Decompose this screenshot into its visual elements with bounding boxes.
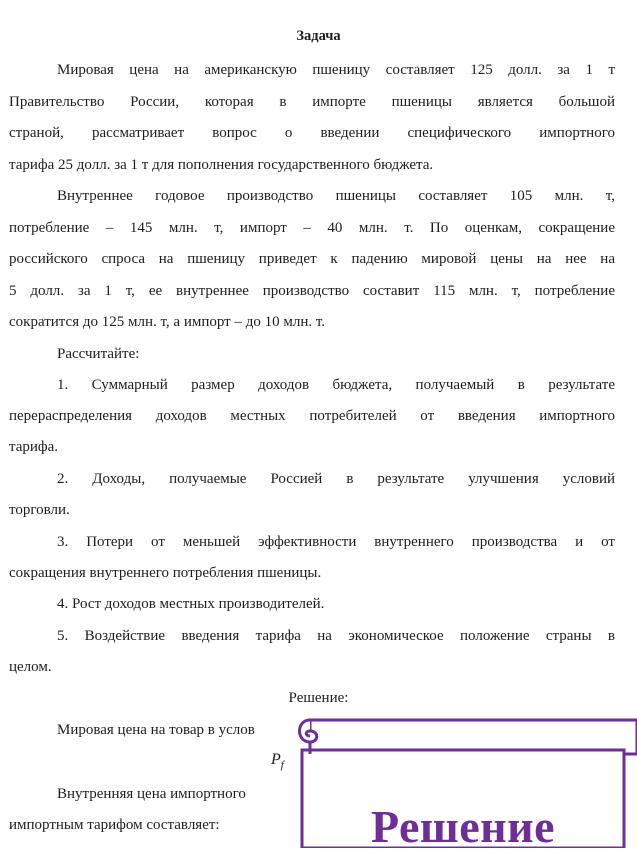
paragraph-line: Правительство России, которая в импорте пшеницы является большой — [9, 94, 615, 110]
formula-symbol: P — [271, 751, 281, 768]
list-item-line: целом. — [9, 659, 52, 675]
paragraph-line: Внутреннее годовое производство пшеницы составляет 105 млн. т, — [57, 188, 615, 204]
paragraph-line: тарифа 25 долл. за 1 т для пополнения государственного бюджета. — [9, 157, 434, 173]
paragraph-line: импортным тарифом составляет: — [9, 817, 220, 833]
solution-scroll-banner[interactable] — [288, 714, 637, 852]
solution-heading: Решение: — [288, 690, 349, 706]
paragraph-line: сократится до 125 млн. т, а импорт – до 10 млн. т. — [9, 314, 326, 330]
list-item-line: тарифа. — [9, 439, 59, 455]
formula-subscript: f — [280, 759, 284, 772]
scroll-label: Решение — [370, 801, 556, 852]
list-item-line: 2. Доходы, получаемые Россией в результате улучшения условий — [57, 471, 615, 487]
paragraph-line: Мировая цена на товар в услов — [57, 722, 255, 738]
paragraph-line: Внутренняя цена импортного — [57, 786, 246, 802]
document-title: Задача — [296, 28, 341, 44]
list-item-line: перераспределения доходов местных потребителей от введения импортного — [9, 408, 615, 424]
paragraph-line: российского спроса на пшеницу приведет к падению мировой цены на нее на — [9, 251, 615, 267]
paragraph-line: 5 долл. за 1 т, ее внутреннее производство составит 115 млн. т, потребление — [9, 283, 615, 299]
list-item-line: торговли. — [9, 502, 70, 518]
paragraph-line: Мировая цена на американскую пшеницу составляет 125 долл. за 1 т — [57, 62, 615, 78]
list-item-line: сокращения внутреннего потребления пшеницы. — [9, 565, 322, 581]
list-item-line: 4. Рост доходов местных производителей. — [57, 596, 325, 612]
paragraph-line: Рассчитайте: — [57, 346, 140, 362]
list-item-line: 3. Потери от меньшей эффективности внутреннего производства и от — [57, 534, 615, 550]
list-item-line: 5. Воздействие введения тарифа на экономическое положение страны в — [57, 628, 615, 644]
paragraph-line: страной, рассматривает вопрос о введении специфического импортного — [9, 125, 615, 141]
list-item-line: 1. Суммарный размер доходов бюджета, получаемый в результате — [57, 377, 615, 393]
paragraph-line: потребление – 145 млн. т, импорт – 40 млн. т. По оценкам, сокращение — [9, 220, 615, 236]
